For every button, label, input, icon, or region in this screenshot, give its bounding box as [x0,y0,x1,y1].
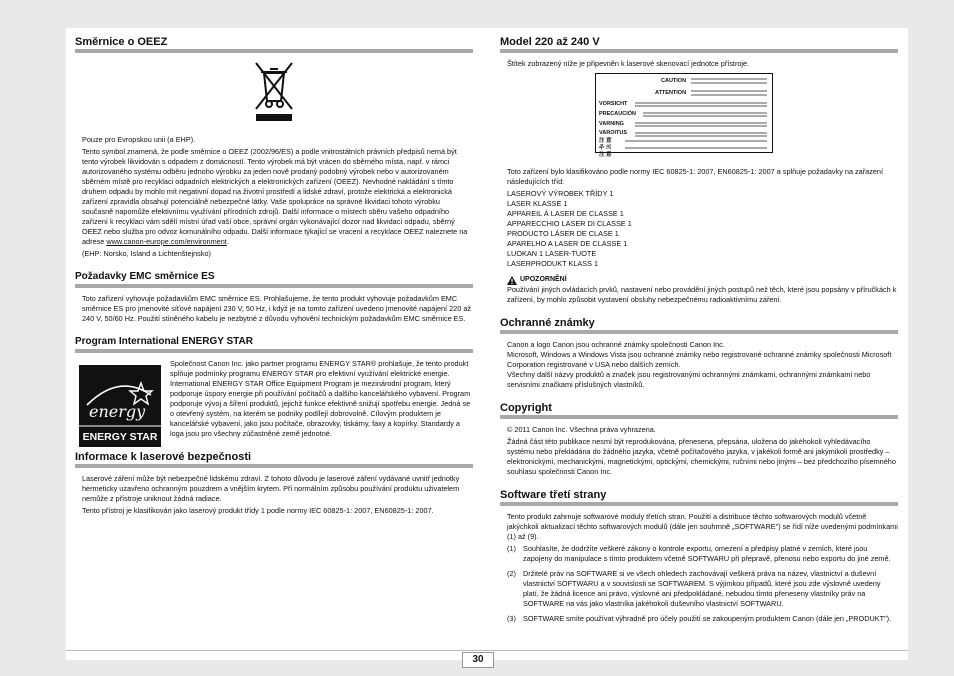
laser-warning-label [595,73,773,158]
energy-star-logo-text: ENERGY STAR [82,431,158,443]
list-item [500,569,898,609]
caution-title: UPOZORNĚNÍ [520,276,567,283]
list-item-number: (2) [507,569,516,578]
weee-p2-text: Tento symbol znamená, že podle směrnice o OEEZ (2002/96/ES) a podle vnitrostátních právních předpisů nemá být tento výrobek likvidován s odpadem z domácností. Tento výrobek má být vrácen do sběrného místa, např. v rámci autorizovaného systému odběru jednoho výrobku za jeden nově prodaný podobný výrobek nebo v autorizovaném sběrném místě pro recyklaci odpadních elektrických a elektronických zařízení (OEEZ). Nevhodné nakládání s tímto druhem odpadu by mohlo mít negativní dopad na životní prostředí a lidské zdraví, protože elektrická a elektronická zařízení zpravidla obsahují potenciálně nebezpečné látky. Vaše spolupráce na správné likvidaci tohoto výrobku současně napomůže efektivnímu využívání přírodních zdrojů. Další informace o místech sběru vašeho odpadního zařízení k recyklaci vám sdělí místní úřad vaší obce, správní orgán vykonávající dozor nad likvidací odpadu, sběrný OEEZ nebo služba pro odvoz komunálního odpadu. Další informace týkající se vracení a recyklace OEEZ naleznete na adrese [82,147,468,246]
svg-text:energy: energy [89,402,146,421]
energy-title: Program International ENERGY STAR [75,334,473,353]
software-section [500,487,898,624]
energy-star-logo [79,365,161,447]
list-item [500,614,898,624]
laser-class-item: APPAREIL À LASER DE CLASSE 1 [507,209,624,218]
svg-text:PRECAUCIÓN: PRECAUCIÓN [599,111,636,117]
energy-content [75,359,473,443]
laser-class-item: APPARECCHIO LASER DI CLASSE 1 [507,219,632,228]
trademarks-section [500,315,898,390]
trademarks-title: Ochranné známky [500,315,898,334]
footer-rule [66,650,908,651]
caution-text: Používání jiných ovládacích prvků, nastavení nebo provádění jiných postupů než těch, které jsou popsány v příručkách k zařízení, by mohlo způsobit vystavení obsluhy nebezpečnému radioaktivnímu záření. [507,285,897,304]
environment-link[interactable]: www.canon-europe.com/environment [106,237,227,246]
software-terms-list [500,544,898,624]
emc-section [75,269,473,324]
copyright-section [500,400,898,477]
svg-text:注 意: 注 意 [599,152,612,158]
weee-p3: (EHP: Norsko, Island a Lichtenštejnsko) [82,249,211,258]
crossed-bin-icon [250,59,298,123]
energy-p2: International ENERGY STAR Office Equipment Program je mezinárodní program, který podporuje úspory energie při používání počítačů a dalšího kancelářského vybavení. Program podporuje vývoj a šíření produktů, jejichž funkce efektivně snižují spotřebu energie. Jedná se o otevřený systém, na kterém se podniky podílejí dobrovolně. Cílovým produktem je kancelářské vybavení, jako jsou počítače, obrazovky, tiskárny, faxy a kopírky. Standardy a loga jsou pro všechny zúčastněné země jednotné. [170,379,471,438]
trademark-line: Microsoft, Windows a Windows Vista jsou ochranné známky nebo registrované ochranné známky společnosti Microsoft Corporation registrované v USA nebo dalších zemích. [507,350,892,369]
svg-text:VARNING: VARNING [599,121,624,127]
model-intro: Štítek zobrazený níže je připevněn k laserové skenovací jednotce přístroje. [507,59,750,68]
list-item-text: Držitelé práv na SOFTWARE si ve všech ohledech zachovávají veškerá práva na název, vlastnictví a duševní vlastnictví SOFTWARU a v souvislosti se SOFTWAREM. S výjimkou případů, které jsou zde výslovně uvedeny platí, že žádná licence ani právo, výslovné ani předpokládané, nebudou tímto přeneseny vlastníky práv na SOFTWARE na vás jako vlastníka jakéhokoli duševního vlastnictví SOFTWARU. [523,569,881,608]
laser-class-item: LASEROVÝ VÝROBEK TŘÍDY 1 [507,189,614,198]
trademark-line: Všechny další názvy produktů a značek jsou registrovanými ochrannými známkami, ochrannými známkami nebo servisními značkami příslušných vlastníků. [507,370,871,389]
laser-p2: Tento přístroj je klasifikován jako laserový produkt třídy 1 podle normy IEC 60825-1: 2007, EN60825-1: 2007. [82,506,434,515]
copyright-title: Copyright [500,400,898,419]
emc-title: Požadavky EMC směrnice ES [75,269,473,288]
laser-class-item: APARELHO A LASER DE CLASSE 1 [507,239,628,248]
list-item-number: (1) [507,544,516,553]
svg-text:CAUTION: CAUTION [661,78,687,84]
left-column [75,34,473,526]
list-item-text: Souhlasíte, že dodržíte veškeré zákony o kontrole exportu, omezení a předpisy platné v zemích, které jsou zapojeny do manipulace s tímto produktem včetně SOFTWARU při přepravě, přenosu nebo exportu do jiné země. [523,544,891,563]
model-classified: Toto zařízení bylo klasifikováno podle normy IEC 60825-1: 2007, EN60825-1: 2007 a splňuje požadavky na zařazení následujících tříd: [507,167,884,186]
energy-p1: Společnost Canon Inc. jako partner programu ENERGY STAR® prohlašuje, že tento produkt splňuje podmínky programu ENERGY STAR pro efektivní využívání elektrické energie. [170,359,469,378]
laser-title: Informace k laserové bezpečnosti [75,449,473,468]
svg-text:VAROITUS: VAROITUS [599,130,628,136]
list-item-text: SOFTWARE smíte používat výhradně pro účely použití se zakoupeným produktem Canon (dále jen „PRODUKT"). [523,614,892,623]
software-intro: Tento produkt zahrnuje softwarové moduly třetích stran. Použití a distribuce těchto softwarových modulů včetně jakýchkoli aktualizací těchto softwarových modulů (dále jen souhrnně „SOFTWARE") se řídí níže uvedenými podmínkami (1) až (9). [507,512,898,541]
svg-text:注 意: 注 意 [599,138,612,144]
laser-class-item: LASER KLASSE 1 [507,199,568,208]
software-title: Software třetí strany [500,487,898,506]
trademarks-text [500,340,898,390]
list-item [500,544,898,564]
list-item-number: (3) [507,614,516,623]
trademark-line: Canon a logo Canon jsou ochranné známky společnosti Canon Inc. [507,340,725,349]
caution-block [500,275,898,305]
weee-title: Směrnice o OEEZ [75,34,473,53]
warning-triangle-icon [507,276,517,285]
laser-class-item: LASERPRODUKT KLASS 1 [507,259,599,268]
caution-heading [507,275,898,285]
svg-text:ATTENTION: ATTENTION [655,90,687,96]
copyright-line2: Žádná část této publikace nesmí být reprodukována, přenesena, přepsána, uložena do jakéhokoli vyhledávacího systému nebo překládána do žádného jazyka, včetně počítačového jazyka, v jakékoli formě ani jakýmikoli prostředky – elektronickými, mechanickými, magnetickými, optickými, chemickými, ručními nebo jinými – bez předchozího písemného souhlasu společnosti Canon Inc. [507,437,896,476]
laser-class-item: PRODUCTO LÁSER DE CLASE 1 [507,229,619,238]
document-page [66,28,908,665]
laser-classes-list [500,189,898,269]
energy-section [75,334,473,443]
laser-p1: Laserové záření může být nebezpečné lidskému zdraví. Z tohoto důvodu je laserové záření vydávané uvnitř jednotky hermeticky uzavřeno ochranným pouzdrem a vnějším krytem. Při normálním způsobu používání produktu uživatelem nemůže z přístroje uniknout žádná radiace. [82,474,460,503]
emc-text: Toto zařízení vyhovuje požadavkům EMC směrnice ES. Prohlašujeme, že tento produkt vyhovuje požadavkům EMC směrnice ES pro jmenovité síťové napájení 230 V, 50 Hz, i když je na tomto zařízení uvedeno jmenovité napájení 220 až 240 V, 50/60 Hz. Použití stíněného kabelu je nezbytné z důvodu vyhovění technickým požadavkům EMC směrnice ES. [82,294,472,323]
copyright-line1: © 2011 Canon Inc. Všechna práva vyhrazena. [507,425,656,434]
right-column [500,34,898,634]
page-number: 30 [462,652,494,668]
svg-text:주 의: 주 의 [599,145,612,151]
weee-p2: Tento symbol znamená, že podle směrnice o OEEZ (2002/96/ES) a podle vnitrostátních právních předpisů nemá být tento výrobek likvidován s odpadem z domácností. Tento výrobek má být vrácen do sběrného místa, např. v rámci autorizovaného systému odběru jednoho výrobku za jeden nově prodaný podobný výrobek nebo v autorizovaném sběrném místě pro recyklaci odpadních elektrických a elektronických zařízení (OEEZ). Nevhodné nakládání s tímto druhem odpadu by mohlo mít negativní dopad na životní prostředí a lidské zdraví, protože elektrická a elektronická zařízení zpravidla obsahují potenciálně nebezpečné látky. Vaše spolupráce na správné likvidaci tohoto výrobku současně napomůže efektivnímu využívání přírodních zdrojů. Další informace o místech sběru vašeho odpadního zařízení k recyklaci vám sdělí místní úřad vaší obce, správní orgán vykonávající dozor nad likvidací odpadu, sběrný OEEZ nebo služba pro odvoz komunálního odpadu. Další informace týkající se vracení a recyklace OEEZ naleznete na adrese www.canon-europe.com/environment. [82,147,468,246]
model-title: Model 220 až 240 V [500,34,898,53]
model-section [500,34,898,305]
laser-section [75,449,473,516]
energy-text [170,359,473,439]
laser-class-item: LUOKAN 1 LASER-TUOTE [507,249,597,258]
weee-section [75,34,473,259]
svg-text:VORSICHT: VORSICHT [599,101,628,107]
weee-p1: Pouze pro Evropskou unii (a EHP). [82,135,196,144]
